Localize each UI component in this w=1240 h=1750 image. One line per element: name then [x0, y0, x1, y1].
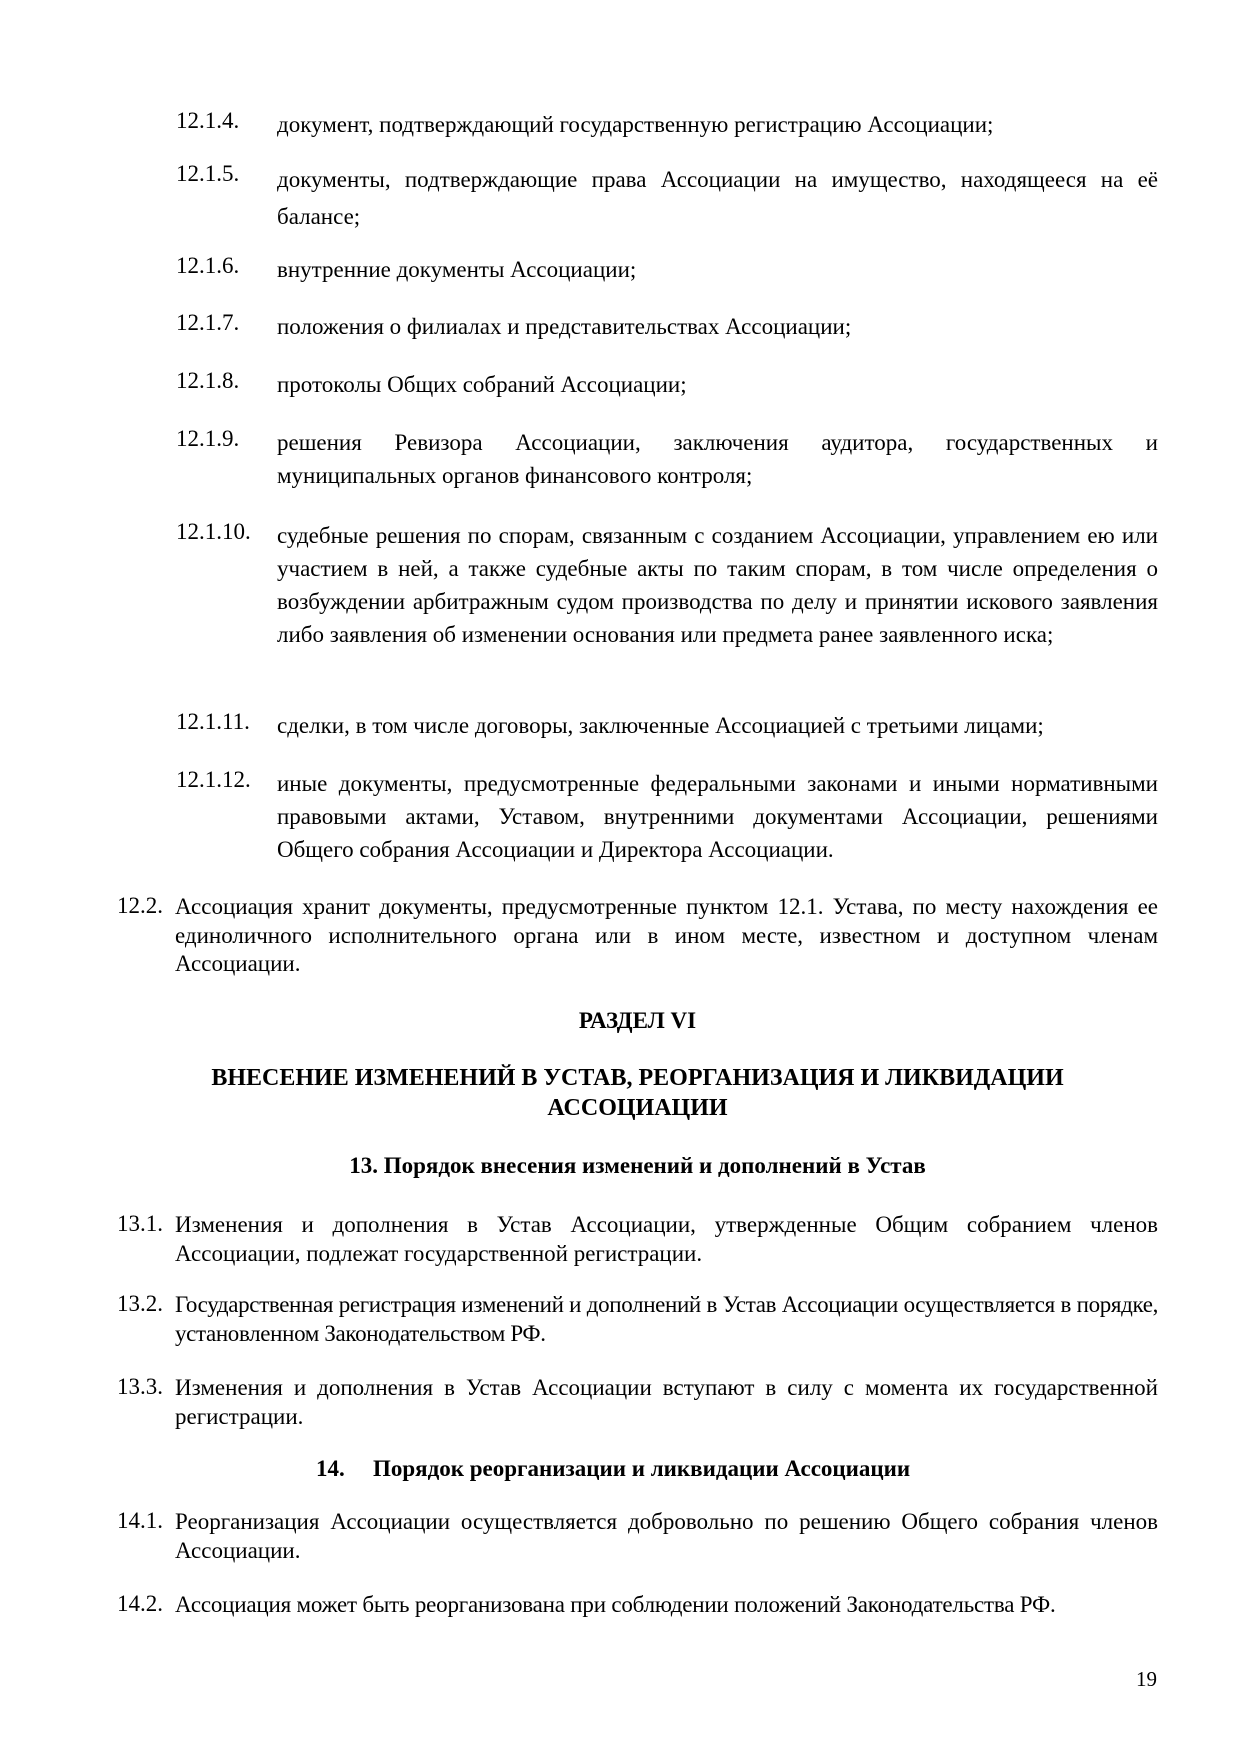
- clause-number: 12.1.12.: [176, 767, 251, 792]
- clause-text: сделки, в том числе договоры, заключенные Ассоциацией с третьими лицами;: [277, 713, 1044, 738]
- clause-text: внутренние документы Ассоциации;: [277, 257, 637, 282]
- clause-number: 12.1.9.: [176, 426, 240, 451]
- clause-text: документ, подтверждающий государственную регистрацию Ассоциации;: [277, 112, 994, 137]
- clause-number: 12.1.6.: [176, 253, 240, 278]
- clause-number: 13.1.: [117, 1211, 163, 1236]
- clause-text: Реорганизация Ассоциации осуществляется добровольно по решению Общего собрания членов Ассоциации.: [175, 1509, 1158, 1563]
- chapter-14-heading: [316, 1456, 345, 1482]
- section-title-line1: ВНЕСЕНИЕ ИЗМЕНЕНИЙ В УСТАВ, РЕОРГАНИЗАЦИЯ И ЛИКВИДАЦИИ: [211, 1065, 1064, 1091]
- clause-number: 12.1.7.: [176, 310, 240, 335]
- clause-text: решения Ревизора Ассоциации, заключения аудитора, государственных и муниципальных органов финансового контроля;: [277, 430, 1158, 488]
- clause-number: 13.2.: [117, 1291, 163, 1316]
- chapter-14-title: Порядок реорганизации и ликвидации Ассоциации: [373, 1456, 911, 1481]
- section-label: РАЗДЕЛ VI: [578, 1008, 697, 1033]
- clause-text: протоколы Общих собраний Ассоциации;: [277, 372, 687, 397]
- clause-number: 12.1.10.: [176, 519, 251, 544]
- clause-number: 12.2.: [117, 893, 163, 918]
- clause-number: 13.3.: [117, 1374, 163, 1399]
- clause-text: документы, подтверждающие права Ассоциации на имущество, находящееся на её балансе;: [277, 167, 1158, 229]
- clause-text: Ассоциация может быть реорганизована при соблюдении положений Законодательства РФ.: [175, 1592, 1056, 1617]
- clause-text: судебные решения по спорам, связанным с созданием Ассоциации, управлением ею или участием в ней, а также судебные акты по таким спорам, в том числе определения о возбуждении арбитражным судом производства по делу и принятии искового заявления либо заявления об изменении основания или предмета ранее заявленного иска;: [277, 523, 1158, 647]
- chapter-14-number: 14.: [316, 1456, 345, 1481]
- page-number: 19: [1136, 1667, 1157, 1691]
- clause-text: Государственная регистрация изменений и дополнений в Устав Ассоциации осуществляется в порядке, установленном Законодательством РФ.: [175, 1292, 1158, 1346]
- chapter-13-heading: 13. Порядок внесения изменений и дополнений в Устав: [349, 1153, 926, 1178]
- clause-number: 12.1.4.: [176, 108, 240, 133]
- clause-text: иные документы, предусмотренные федеральными законами и иными нормативными правовыми актами, Уставом, внутренними документами Ассоциации, решениями Общего собрания Ассоциации и Директора Ассоциации.: [277, 771, 1158, 862]
- section-title-line2: АССОЦИАЦИИ: [547, 1095, 728, 1121]
- clause-text: Изменения и дополнения в Устав Ассоциации, утвержденные Общим собранием членов Ассоциации, подлежат государственной регистрации.: [175, 1212, 1158, 1266]
- clause-number: 14.1.: [117, 1508, 163, 1533]
- clause-number: 14.2.: [117, 1591, 163, 1616]
- clause-number: 12.1.8.: [176, 368, 240, 393]
- clause-number: 12.1.5.: [176, 161, 240, 186]
- clause-text: положения о филиалах и представительствах Ассоциации;: [277, 314, 852, 339]
- clause-text: Изменения и дополнения в Устав Ассоциации вступают в силу с момента их государственной регистрации.: [175, 1375, 1158, 1429]
- clause-number: 12.1.11.: [176, 709, 250, 734]
- clause-text: Ассоциация хранит документы, предусмотренные пунктом 12.1. Устава, по месту нахождения ее единоличного исполнительного органа или в ином месте, известном и доступном членам Ассоциации.: [175, 894, 1158, 976]
